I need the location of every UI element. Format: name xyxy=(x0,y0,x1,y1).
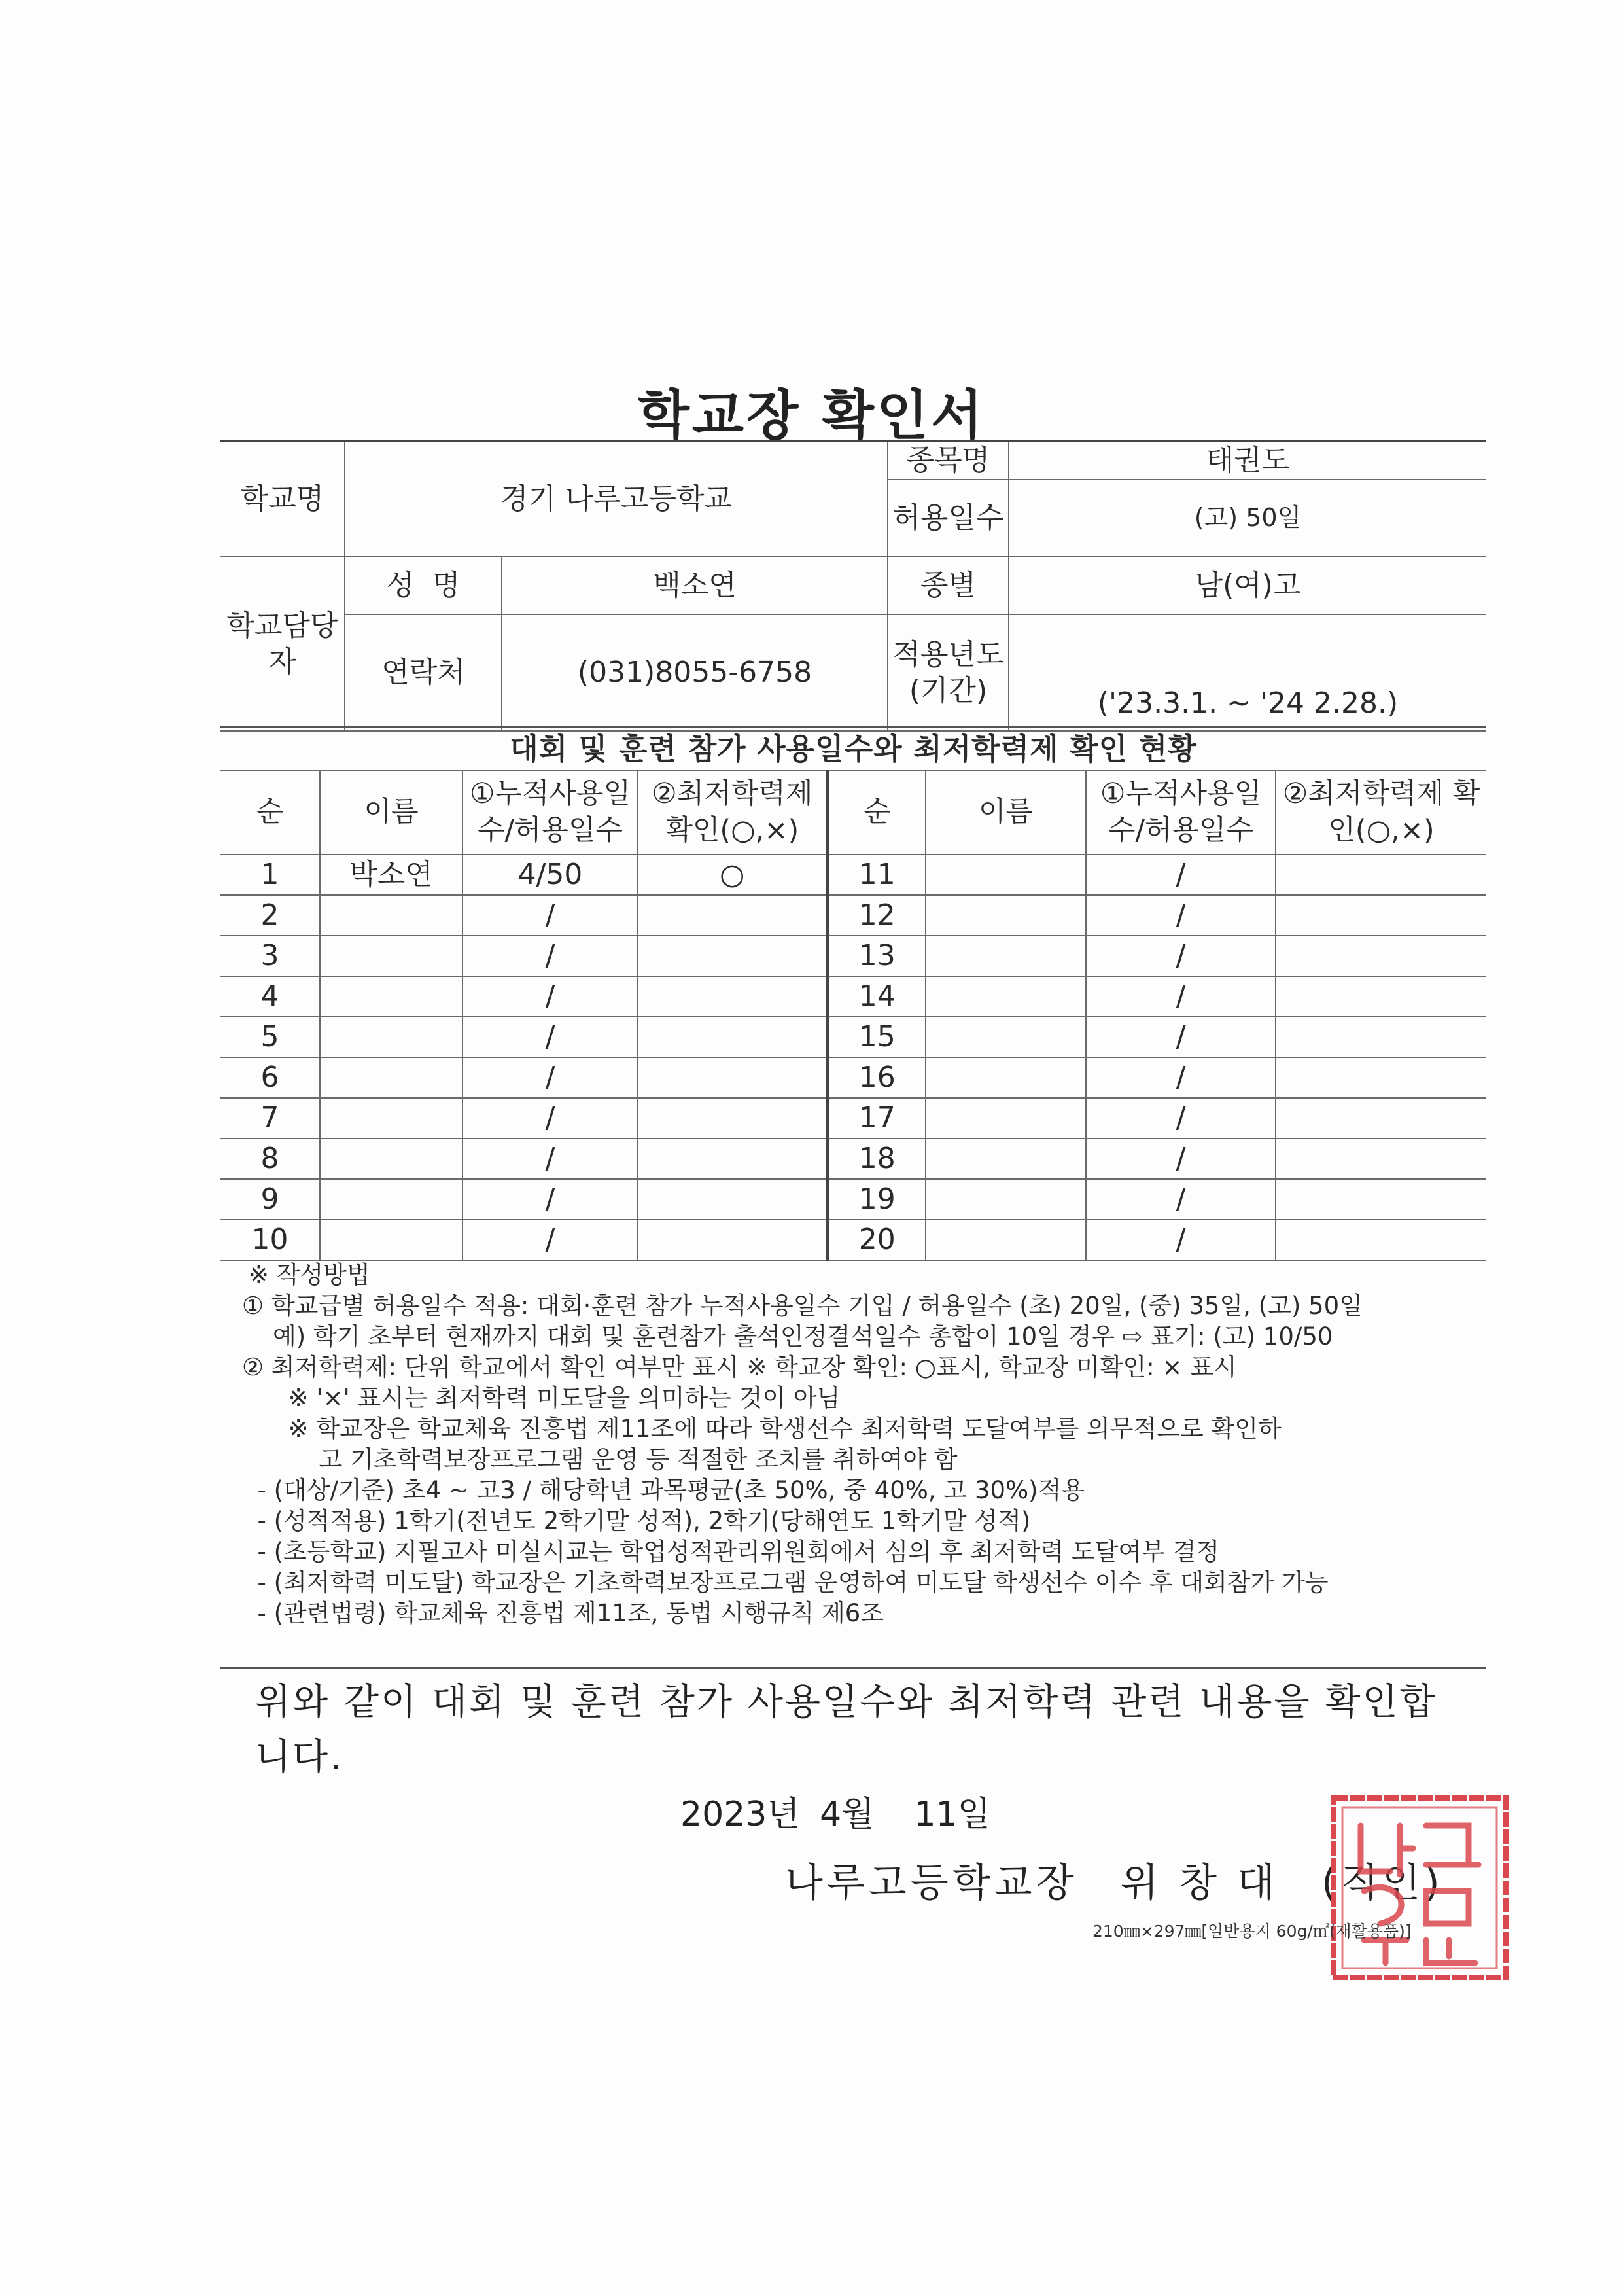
signer-name: 위 창 대 xyxy=(1120,1860,1279,1906)
note-line: - (성적적용) 1학기(전년도 2학기말 성적), 2학기(당해연도 1학기말 성적) xyxy=(242,1507,1031,1535)
signer-title: 나루고등학교장 xyxy=(785,1860,1078,1906)
contact-label: 연락처 xyxy=(345,614,502,731)
row-no: 11 xyxy=(828,855,926,895)
row-no: 19 xyxy=(828,1179,926,1220)
note-line: 고 기초학력보장프로그램 운영 등 적절한 조치를 취하여야 함 xyxy=(242,1445,958,1474)
row-no: 3 xyxy=(220,936,320,976)
sport: 태권도 xyxy=(1009,442,1486,480)
row-name xyxy=(926,855,1086,895)
contact-phone: (031)8055-6758 xyxy=(502,614,888,731)
row-name xyxy=(926,1139,1086,1179)
table-row xyxy=(220,1098,1486,1139)
table-row xyxy=(220,855,1486,895)
row-check xyxy=(1276,1098,1486,1139)
row-name: 박소연 xyxy=(320,855,462,895)
row-name xyxy=(926,976,1086,1017)
roster-caption: 대회 및 훈련 참가 사용일수와 최저학력제 확인 현황 xyxy=(220,728,1486,771)
allowed-days: (고) 50일 xyxy=(1009,480,1486,557)
issue-date: 2023년 4월 11일 xyxy=(680,1795,990,1834)
seal-note: (직인) xyxy=(1321,1860,1444,1906)
row-no: 20 xyxy=(828,1220,926,1260)
row-check xyxy=(1276,855,1486,895)
row-days: / xyxy=(462,1017,638,1057)
row-check xyxy=(1276,936,1486,976)
roster-table xyxy=(220,726,1486,1261)
row-days: / xyxy=(1086,1220,1276,1260)
header-check: ②최저학력제 확인(○,×) xyxy=(638,771,828,855)
table-row xyxy=(220,936,1486,976)
row-name xyxy=(320,976,462,1017)
row-no: 5 xyxy=(220,1017,320,1057)
row-no: 4 xyxy=(220,976,320,1017)
row-days: / xyxy=(462,1220,638,1260)
name-label: 성 명 xyxy=(345,557,502,614)
row-name xyxy=(926,1057,1086,1098)
school-name: 경기 나루고등학교 xyxy=(345,442,888,557)
row-days: / xyxy=(1086,1057,1276,1098)
note-line: - (초등학교) 지필고사 미실시교는 학업성적관리위원회에서 심의 후 최저학력 도달여부 결정 xyxy=(242,1538,1220,1566)
row-no: 17 xyxy=(828,1098,926,1139)
row-days: / xyxy=(1086,1179,1276,1220)
note-line: ① 학교급별 허용일수 적용: 대회·훈련 참가 누적사용일수 기입 / 허용일수 (초) 20일, (중) 35일, (고) 50일 xyxy=(242,1292,1363,1320)
row-no: 15 xyxy=(828,1017,926,1057)
divider xyxy=(220,1667,1486,1669)
manager-label: 학교담당자 xyxy=(220,557,345,731)
header-days: ①누적사용일수/허용일수 xyxy=(1086,771,1276,855)
row-name xyxy=(320,936,462,976)
row-no: 2 xyxy=(220,895,320,936)
note-line: - (대상/기준) 초4 ~ 고3 / 해당학년 과목평균(초 50%, 중 40%, 고 30%)적용 xyxy=(242,1476,1085,1504)
table-row xyxy=(220,1139,1486,1179)
row-check xyxy=(638,1220,828,1260)
row-days: / xyxy=(462,1057,638,1098)
info-table xyxy=(220,440,1486,732)
row-check: ○ xyxy=(638,855,828,895)
instructions xyxy=(242,1260,1492,1629)
row-days: 4/50 xyxy=(462,855,638,895)
header-no: 순 xyxy=(220,771,320,855)
row-no: 12 xyxy=(828,895,926,936)
row-days: / xyxy=(462,1139,638,1179)
table-row xyxy=(220,1179,1486,1220)
document-title: 학교장 확인서 xyxy=(637,385,986,447)
note-line: ※ 학교장은 학교체육 진흥법 제11조에 따라 학생선수 최저학력 도달여부를 의무적으로 확인하 xyxy=(242,1415,1282,1443)
paper-spec: 210㎜×297㎜[일반용지 60g/㎡(재활용품)] xyxy=(1092,1922,1412,1941)
note-line: - (최저학력 미도달) 학교장은 기초학력보장프로그램 운영하여 미도달 학생선수 이수 후 대회참가 가능 xyxy=(242,1568,1329,1597)
manager-name: 백소연 xyxy=(502,557,888,614)
row-days: / xyxy=(1086,936,1276,976)
note-line: - (관련법령) 학교체육 진흥법 제11조, 동법 시행규칙 제6조 xyxy=(242,1599,884,1627)
row-name xyxy=(320,1098,462,1139)
closing-statement: 위와 같이 대회 및 훈련 참가 사용일수와 최저학력 관련 내용을 확인합니다. xyxy=(255,1681,1437,1778)
header-days: ①누적사용일수/허용일수 xyxy=(462,771,638,855)
note-line: ② 최저학력제: 단위 학교에서 확인 여부만 표시 ※ 학교장 확인: ○표시, 학교장 미확인: × 표시 xyxy=(242,1353,1237,1381)
row-name xyxy=(926,1017,1086,1057)
row-no: 6 xyxy=(220,1057,320,1098)
note-line: 예) 학기 초부터 현재까지 대회 및 훈련참가 출석인정결석일수 총합이 10일 경우 ⇨ 표기: (고) 10/50 xyxy=(242,1322,1333,1351)
row-no: 16 xyxy=(828,1057,926,1098)
row-no: 9 xyxy=(220,1179,320,1220)
header-name: 이름 xyxy=(320,771,462,855)
row-check xyxy=(638,895,828,936)
row-no: 18 xyxy=(828,1139,926,1179)
row-check xyxy=(638,1179,828,1220)
period: ('23.3.1. ~ '24 2.28.) xyxy=(1009,614,1486,731)
row-check xyxy=(1276,1139,1486,1179)
official-seal xyxy=(1328,1793,1511,1983)
row-check xyxy=(638,1139,828,1179)
row-check xyxy=(1276,1057,1486,1098)
row-name xyxy=(926,895,1086,936)
row-no: 14 xyxy=(828,976,926,1017)
row-days: / xyxy=(1086,1017,1276,1057)
table-row xyxy=(220,976,1486,1017)
row-days: / xyxy=(1086,976,1276,1017)
row-check xyxy=(638,1098,828,1139)
row-name xyxy=(926,1098,1086,1139)
period-label: 적용년도(기간) xyxy=(888,614,1009,731)
header-name: 이름 xyxy=(926,771,1086,855)
row-name xyxy=(320,895,462,936)
row-no: 10 xyxy=(220,1220,320,1260)
row-check xyxy=(1276,895,1486,936)
row-days: / xyxy=(462,976,638,1017)
table-row xyxy=(220,1220,1486,1260)
row-name xyxy=(320,1179,462,1220)
sport-label: 종목명 xyxy=(888,442,1009,480)
row-no: 7 xyxy=(220,1098,320,1139)
row-check xyxy=(638,976,828,1017)
row-no: 8 xyxy=(220,1139,320,1179)
row-check xyxy=(1276,1017,1486,1057)
table-row xyxy=(220,1017,1486,1057)
row-check xyxy=(1276,1179,1486,1220)
table-row xyxy=(220,895,1486,936)
row-check xyxy=(638,936,828,976)
row-name xyxy=(320,1139,462,1179)
row-check xyxy=(638,1017,828,1057)
row-no: 1 xyxy=(220,855,320,895)
row-days: / xyxy=(1086,855,1276,895)
note-line: ※ '×' 표시는 최저학력 미도달을 의미하는 것이 아님 xyxy=(242,1384,841,1412)
row-check xyxy=(1276,976,1486,1017)
row-name xyxy=(926,1220,1086,1260)
gender-label: 종별 xyxy=(888,557,1009,614)
row-name xyxy=(320,1220,462,1260)
header-no: 순 xyxy=(828,771,926,855)
row-check xyxy=(1276,1220,1486,1260)
row-days: / xyxy=(1086,1098,1276,1139)
row-no: 13 xyxy=(828,936,926,976)
row-name xyxy=(926,936,1086,976)
header-check: ②최저학력제 확인(○,×) xyxy=(1276,771,1486,855)
allowed-days-label: 허용일수 xyxy=(888,480,1009,557)
row-days: / xyxy=(462,1098,638,1139)
row-name xyxy=(320,1017,462,1057)
gender: 남(여)고 xyxy=(1009,557,1486,614)
instructions-heading: ※ 작성방법 xyxy=(249,1261,370,1289)
row-name xyxy=(926,1179,1086,1220)
table-row xyxy=(220,1057,1486,1098)
row-days: / xyxy=(462,936,638,976)
row-check xyxy=(638,1057,828,1098)
row-days: / xyxy=(1086,1139,1276,1179)
row-days: / xyxy=(1086,895,1276,936)
row-name xyxy=(320,1057,462,1098)
row-days: / xyxy=(462,895,638,936)
school-name-label: 학교명 xyxy=(220,442,345,557)
row-days: / xyxy=(462,1179,638,1220)
